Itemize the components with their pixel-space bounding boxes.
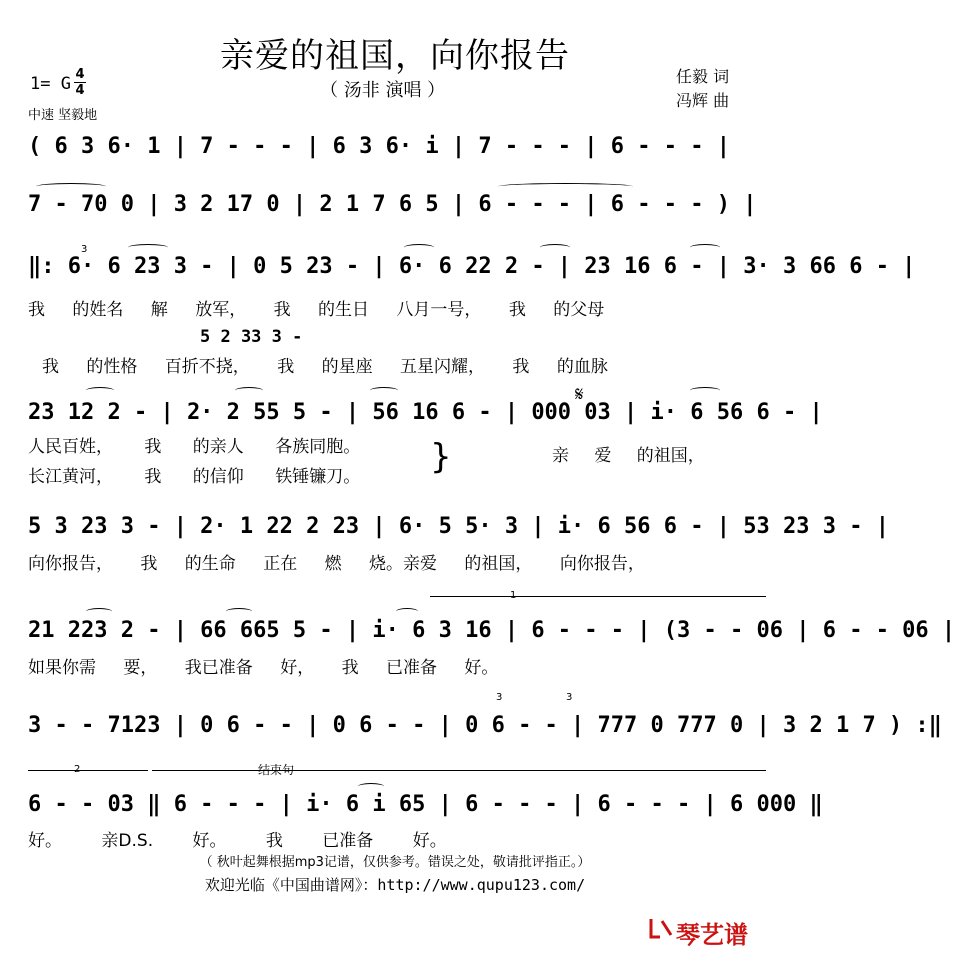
key-signature: 1= G xyxy=(30,74,71,94)
lyric-verse-1-line-2: 人民百姓， 我 的亲人 各族同胞。 xyxy=(28,437,361,457)
slur xyxy=(396,608,418,615)
triplet-mark: 3 xyxy=(496,692,503,703)
segno-icon: 𝄋 xyxy=(575,382,584,406)
first-ending-bracket xyxy=(430,596,766,597)
slur xyxy=(226,608,252,615)
slur xyxy=(690,244,720,251)
lyric-chorus-start: 亲 爱 的祖国， xyxy=(552,446,705,466)
website-link[interactable]: 欢迎光临《中国曲谱网》：http://www.qupu123.com/ xyxy=(204,876,586,894)
lyric-chorus-line-1: 向你报告， 我 的生命 正在 燃 烧。亲爱 的祖国， 向你报告， xyxy=(28,554,645,574)
score-row-1: ( 6 3 6· 1 | 7 - - - | 6 3 6· i | 7 - - - | 6 - - - | xyxy=(28,134,730,159)
lyric-ending: 好。 亲D.S. 好。 我 已准备 好。 xyxy=(28,831,447,851)
verse-brace: } xyxy=(430,437,452,477)
coda-bracket xyxy=(152,770,766,771)
grace-note: 3 xyxy=(81,244,88,255)
performer: （ 汤非 演唱 ） xyxy=(320,80,446,101)
time-bottom: 4 xyxy=(75,83,85,98)
slur xyxy=(498,183,633,190)
slur xyxy=(86,608,112,615)
score-row-6: 21 223 2 - | 66 665 5 - | i· 6 3 16 | 6 - - - | (3 - - 06 | 6 - - 06 | xyxy=(28,618,955,643)
score-row-7: 3 - - 7123 | 0 6 - - | 0 6 - - | 0 6 - - | 777 0 777 0 | 3 2 1 7 ) :‖ xyxy=(28,713,942,738)
lyric-verse-2-line-1: 我 的性格 百折不挠， 我 的星座 五星闪耀， 我 的血脉 xyxy=(42,357,608,377)
slur xyxy=(86,387,114,394)
tempo-marking: 中速 坚毅地 xyxy=(28,108,98,123)
lyric-verse-2-line-2: 长江黄河， 我 的信仰 铁锤镰刀。 xyxy=(28,467,361,487)
lyric-verse-1-line-1: 我 的姓名 解 放军， 我 的生日 八月一号， 我 的父母 xyxy=(28,300,605,320)
slur xyxy=(370,387,398,394)
score-row-3: ‖: 6· 6 23 3 - | 0 5 23 - | 6· 6 22 2 - | 23 16 6 - | 3· 3 66 6 - | xyxy=(28,254,916,279)
score-row-5: 5 3 23 3 - | 2· 1 22 2 23 | 6· 5 5· 3 | i· 6 56 6 - | 53 23 3 - | xyxy=(28,514,889,539)
time-top: 4 xyxy=(75,67,85,82)
score-row-2: 7 - 70 0 | 3 2 17 0 | 2 1 7 6 5 | 6 - - - | 6 - - - ) | xyxy=(28,192,757,217)
second-ending-bracket xyxy=(28,770,148,771)
score-row-4: 23 12 2 - | 2· 2 55 5 - | 56 16 6 - | 000 03 | i· 6 56 6 - | xyxy=(28,400,823,425)
brand-logo: 琴艺谱 xyxy=(676,921,748,949)
first-ending-number: 1 xyxy=(510,590,517,601)
slur xyxy=(404,244,434,251)
composer: 冯辉 曲 xyxy=(676,91,730,110)
slur xyxy=(128,244,168,251)
logo-icon xyxy=(648,915,674,941)
transcription-note: （ 秋叶起舞根据mp3记谱，仅供参考。错误之处，敬请批评指正。） xyxy=(199,855,591,870)
score-row-8: 6 - - 03 ‖ 6 - - - | i· 6 i 65 | 6 - - - | 6 - - - | 6 000 ‖ xyxy=(28,792,823,817)
page-title: 亲爱的祖国，向你报告 xyxy=(220,36,570,76)
second-ending-number: 2 xyxy=(74,764,81,775)
slur xyxy=(690,387,720,394)
ending-label: 结束句 xyxy=(258,763,295,777)
slur xyxy=(235,387,263,394)
lyric-chorus-line-2: 如果你需 要， 我已准备 好， 我 已准备 好。 xyxy=(28,658,499,678)
alternate-notes: 5 2 33 3 - xyxy=(200,327,303,347)
time-signature xyxy=(74,68,86,97)
slur xyxy=(358,783,384,790)
lyricist: 任毅 词 xyxy=(676,67,730,86)
slur xyxy=(36,183,106,190)
triplet-mark: 3 xyxy=(566,692,573,703)
slur xyxy=(540,244,570,251)
